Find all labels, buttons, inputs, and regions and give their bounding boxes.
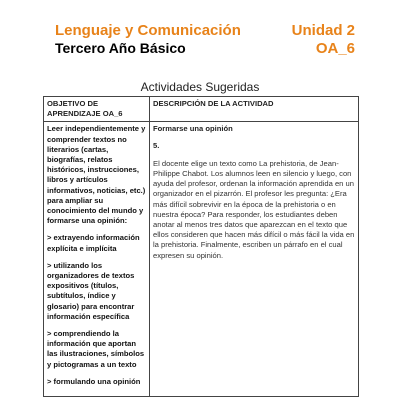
objective-cell <box>44 122 150 397</box>
description-cell <box>150 122 359 397</box>
objective-bullet: > utilizando los organizadores de textos expositivos (títulos, subtítulos, índice y glosario) para encontrar información específica <box>47 260 135 321</box>
grade-label: Tercero Año Básico <box>55 40 186 56</box>
section-title: Actividades Sugeridas <box>140 80 260 94</box>
objective-text: Leer independientemente y comprender textos no literarios (cartas, biografías, relatos históricos, instrucciones, libros y artículos informativos, noticias, etc.) para ampliar su conocimiento del mundo y formarse una opinión: <box>47 124 146 226</box>
activity-title: Formarse una opinión <box>153 124 233 134</box>
page-header <box>55 22 355 57</box>
unit-label: Unidad 2 <box>291 22 355 39</box>
objective-bullet: > formulando una opinión <box>47 376 141 386</box>
table-row <box>44 122 359 397</box>
activity-number: 5. <box>153 140 160 150</box>
table-header-row <box>44 97 359 122</box>
activities-table <box>43 96 359 397</box>
objective-bullet: > extrayendo información explícita e implícita <box>47 233 140 253</box>
objective-header: OBJETIVO DE APRENDIZAJE OA_6 <box>44 97 150 122</box>
description-header: DESCRIPCIÓN DE LA ACTIVIDAD <box>150 97 359 122</box>
objective-bullet: > comprendiendo la información que aportan las ilustraciones, símbolos y pictogramas a un texto <box>47 329 145 369</box>
oa-code: OA_6 <box>315 40 355 57</box>
activity-description: El docente elige un texto como La prehistoria, de Jean-Philippe Chabot. Los alumnos leen en silencio y luego, con ayuda del profesor, ordenan la información aprendida en un organizador en el pizarrón. El profesor les pregunta: ¿Era más difícil sobrevivir en la época de la prehistoria o en nuestra época? Para responder, los estudiantes deben anotar al menos tres datos que aparezcan en el texto que ellos consideren que hacen más difícil o más fácil la vida en la prehistoria. Finalmente, escriben un párrafo en el cual expresen su opinión. <box>153 158 355 260</box>
subject-title: Lenguaje y Comunicación <box>55 22 241 39</box>
